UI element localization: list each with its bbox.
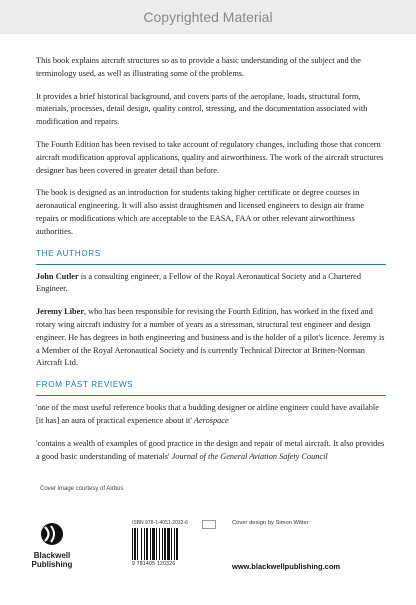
author-cutler-bio [36,271,386,297]
description-paragraph-1: This book explains aircraft structures so as to provide a basic understanding of the subject and the terminology used, as well as illustrating some of the problems. [36,56,361,78]
description-paragraph-4: The book is designed as an introduction for students taking higher certificate or degree courses in aeronautical engineering. It will also assist draughtsmen and licensed engineers to design air frame repairs or modifications which are acceptable to the EASA, FAA or other relevant airworthiness authorities. [36,188,365,236]
description-paragraph-3: The Fourth Edition has been revised to take account of regulatory changes, including those that concern aircraft modification approval applications, quality and airworthiness. The work of the aircraft structures designer has been covered in greater detail than before. [36,139,384,175]
author-liber-name: Jeremy Liber [36,307,84,317]
copyright-watermark-banner [0,0,416,34]
barcode-bar [178,528,179,560]
blackwell-logo [30,522,74,569]
author-cutler-name: John Cutler [36,271,79,281]
author-liber-text: , who has been responsible for revising the Fourth Edition, has worked in the fixed and rotary wing aircraft industry for a number of years as a stressman, structural test engineer and design engineer. He has degrees in both engineering and business and is the holder of a pilot's licence. Jeremy is a Member of the Royal Aeronautical Society and is currently Technical Director at Britten-Norman Aircraft Ltd. [36,307,385,368]
price-box [202,520,216,529]
reviews-heading [36,380,386,396]
watermark-text: Copyrighted Material [143,9,273,25]
isbn-number: ISBN 978-1-4051-2032-6 [132,520,188,526]
author-cutler-text: is a consulting engineer, a Fellow of the Royal Aeronautical Society and a Chartered Engineer. [36,271,362,294]
cover-design-credit: Cover design by Simon Witter [232,520,309,526]
description-paragraph-2: It provides a brief historical background, and covers parts of the aeroplane, loads, structural form, materials, processes, detail design, quality control, stressing, and the documentation associated with modification and repairs. [36,91,368,127]
publisher-name-line1: Blackwell [33,551,71,560]
review-1 [36,402,386,428]
authors-heading-text: THE AUTHORS [36,248,101,258]
reviews-heading-text: FROM PAST REVIEWS [36,380,134,390]
reviews-rule [36,395,386,396]
isbn-barcode [132,520,200,567]
publisher-name-line2: Publishing [31,560,73,569]
cover-image-credit: Cover image courtesy of Airbus [40,486,124,492]
publisher-url: www.blackwellpublishing.com [232,562,341,571]
review-2 [36,438,386,464]
review-1-quote: 'one of the most useful reference books that a budding designer or airline engineer could have available [it has] an aura of practical experience about it' [36,403,379,425]
review-2-quote: 'contains a wealth of examples of good practice in the design and repair of metal aircraft. It also provides a good basic understanding of materials' [36,438,385,461]
back-cover-text [36,55,386,473]
blackwell-emblem-icon [37,522,67,546]
barcode-bars [132,528,200,560]
authors-rule [36,264,386,265]
barcode-number: 9 781405 120326 [132,561,176,567]
review-1-source: Aerospace [193,415,229,425]
authors-heading [36,249,386,265]
author-liber-bio [36,306,386,370]
review-2-source: Journal of the General Aviation Safety Council [171,451,328,461]
